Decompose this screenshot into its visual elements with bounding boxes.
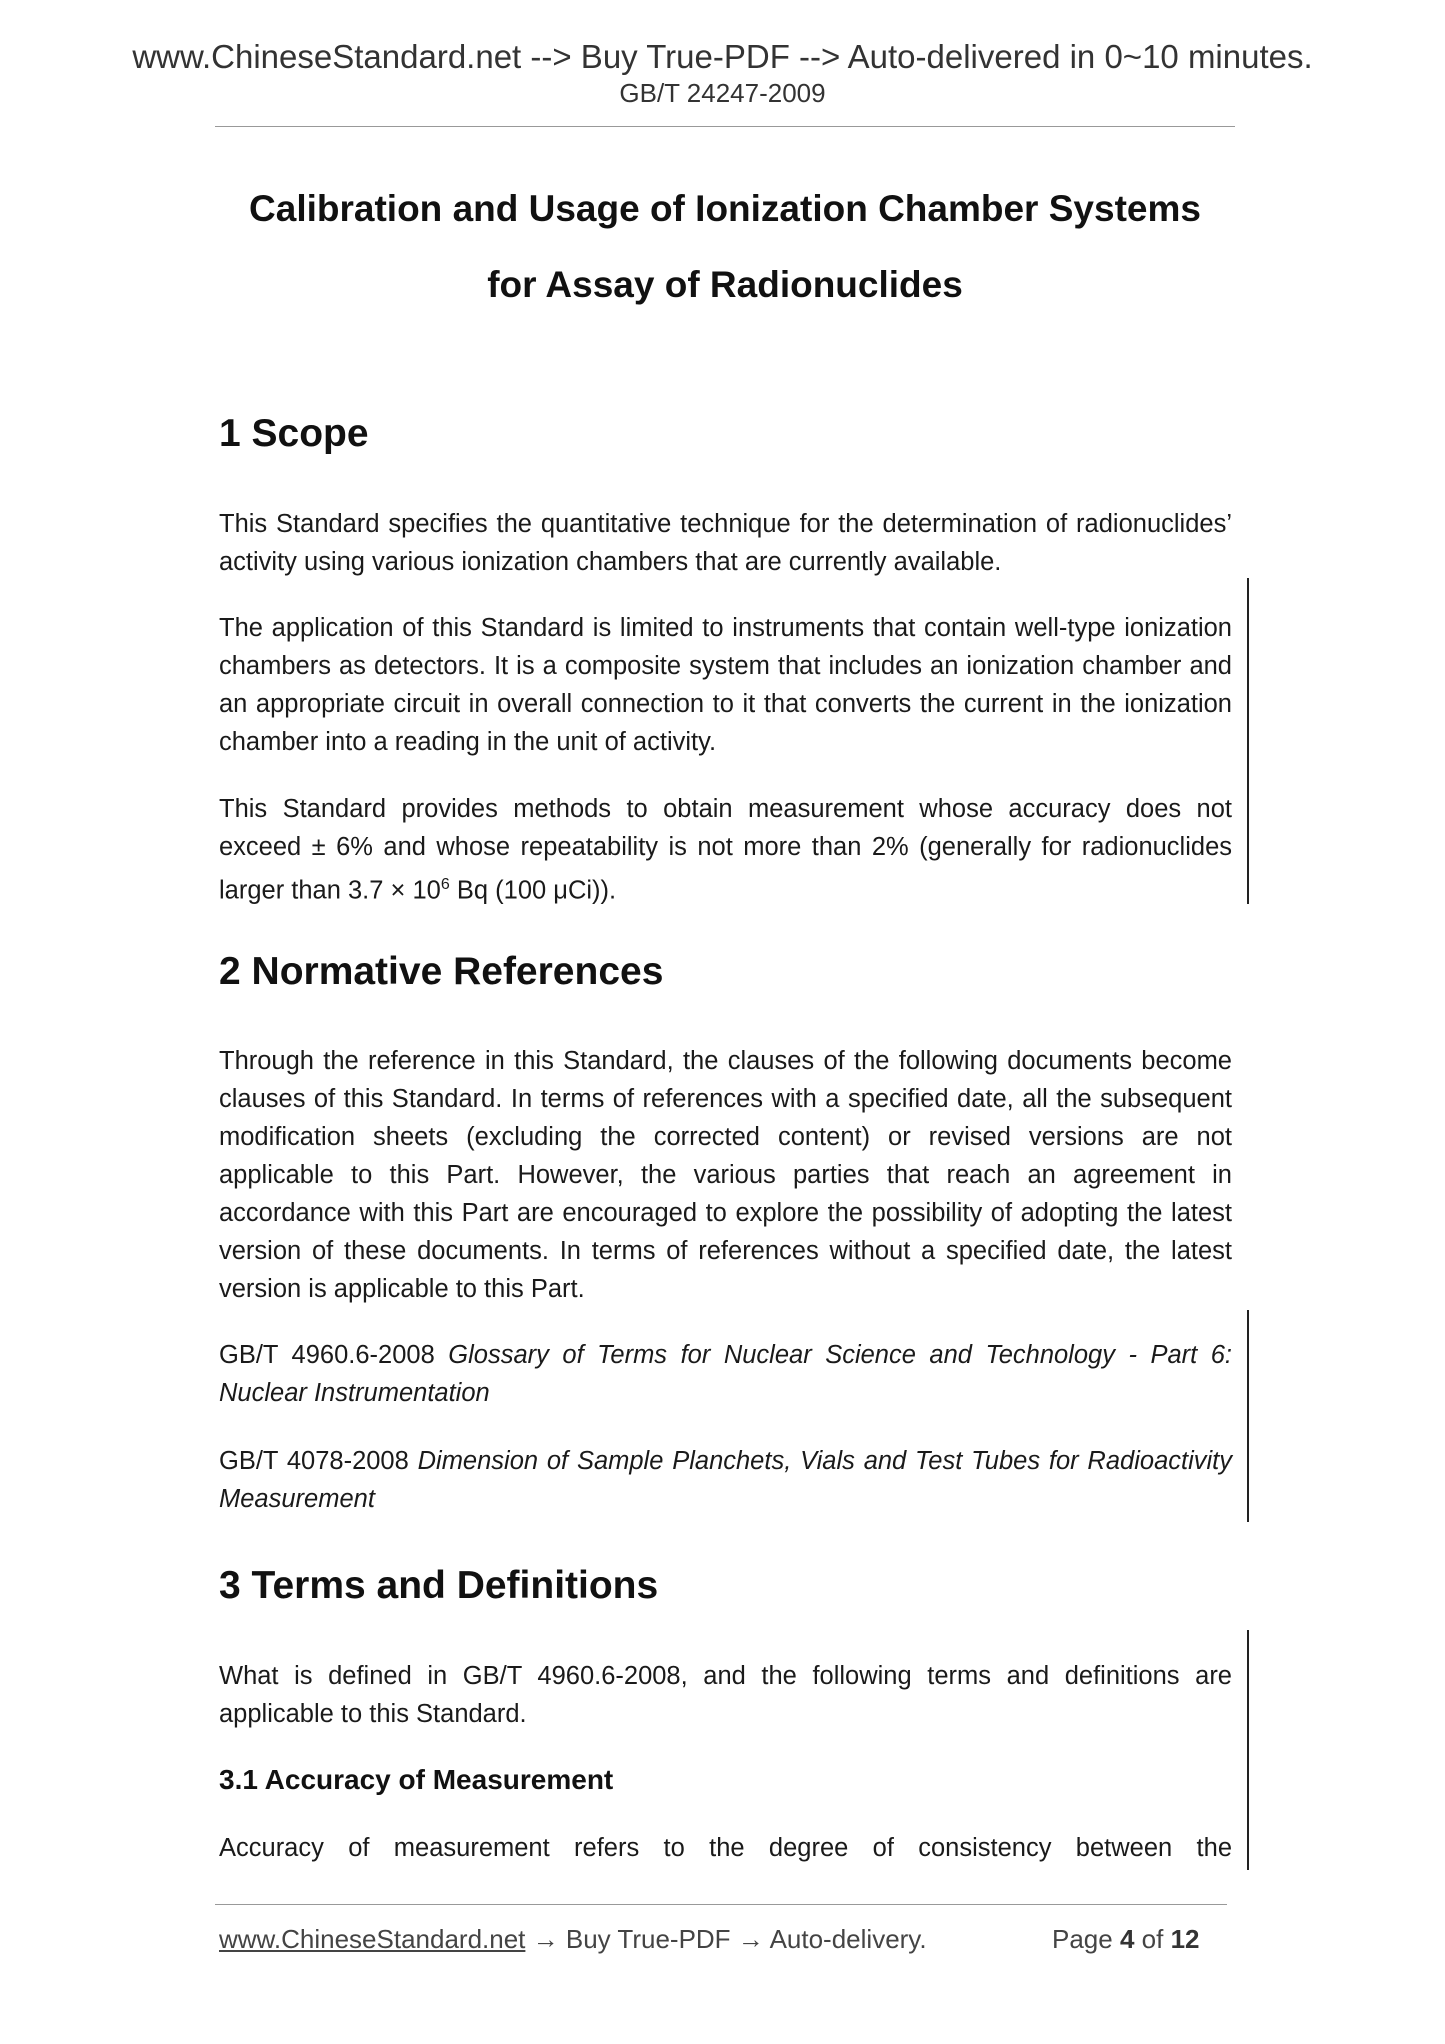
page-total: 12 — [1170, 1924, 1200, 1954]
footer-divider — [215, 1904, 1227, 1905]
reference-item-2 — [219, 1442, 1232, 1518]
accuracy-paragraph: Accuracy of measurement refers to the degree of consistency between the — [219, 1834, 1232, 1862]
scope-paragraph-3 — [219, 790, 1232, 910]
scope-paragraph-1: This Standard specifies the quantitative technique for the determination of radionuclides’ activity using various ionization chambers that are currently available. — [219, 510, 1232, 576]
change-bar — [1247, 1630, 1249, 1870]
document-title-line1: Calibration and Usage of Ionization Chamber Systems — [249, 188, 1201, 229]
footer-left — [219, 1924, 927, 1955]
reference-title: Glossary of Terms for Nuclear Science and Technology - Part 6: Nuclear Instrumentation — [219, 1341, 1233, 1407]
page-word: Page — [1052, 1924, 1113, 1954]
section-heading-normative-references: 2 Normative References — [219, 950, 664, 993]
reference-item-1 — [219, 1336, 1232, 1412]
footer-tail: → Buy True-PDF → Auto-delivery. — [525, 1924, 927, 1954]
of-word: of — [1141, 1924, 1164, 1954]
scope-p3-text: This Standard provides methods to obtain measurement whose accuracy does not exceed ± 6% and whose repeatability is not more than 2% (generally for radionuclides larger than 3.7 × 10 — [219, 795, 1232, 905]
change-bar — [1247, 1310, 1249, 1522]
page-number: 4 — [1119, 1924, 1135, 1954]
document-title-line2: for Assay of Radionuclides — [487, 264, 963, 305]
terms-paragraph: What is defined in GB/T 4960.6-2008, and the following terms and definitions are applicable to this Standard. — [219, 1662, 1232, 1728]
footer-link[interactable]: www.ChineseStandard.net — [219, 1924, 526, 1954]
scope-paragraph-2: The application of this Standard is limited to instruments that contain well-type ionization chambers as detectors. It is a composite system that includes an ionization chamber and an appropriate circuit in overall connection to it that converts the current in the ionization chamber into a reading in the unit of activity. — [219, 614, 1232, 756]
normative-paragraph: Through the reference in this Standard, the clauses of the following documents become clauses of this Standard. In terms of references with a specified date, all the subsequent modification sheets (excluding the corrected content) or revised versions are not applicable to this Part. However, the various parties that reach an agreement in accordance with this Part are encouraged to explore the possibility of adopting the latest version of these documents. In terms of references without a specified date, the latest version is applicable to this Part. — [219, 1047, 1232, 1303]
section-heading-terms-definitions: 3 Terms and Definitions — [219, 1564, 659, 1607]
header-divider — [215, 126, 1235, 127]
reference-code: GB/T 4078-2008 — [219, 1447, 409, 1475]
reference-code: GB/T 4960.6-2008 — [219, 1341, 435, 1369]
page-indicator — [1052, 1924, 1200, 1955]
scope-p3-tail: Bq (100 μCi)). — [449, 876, 617, 905]
header-banner: www.ChineseStandard.net --> Buy True-PDF --> Auto-delivered in 0~10 minutes. — [132, 38, 1313, 75]
subsection-heading-accuracy: 3.1 Accuracy of Measurement — [219, 1764, 614, 1795]
section-heading-scope: 1 Scope — [219, 412, 369, 455]
change-bar — [1247, 578, 1249, 904]
standard-code: GB/T 24247-2009 — [619, 78, 826, 108]
exponent: 6 — [440, 876, 450, 893]
reference-title: Dimension of Sample Planchets, Vials and Test Tubes for Radioactivity Measurement — [219, 1447, 1232, 1513]
